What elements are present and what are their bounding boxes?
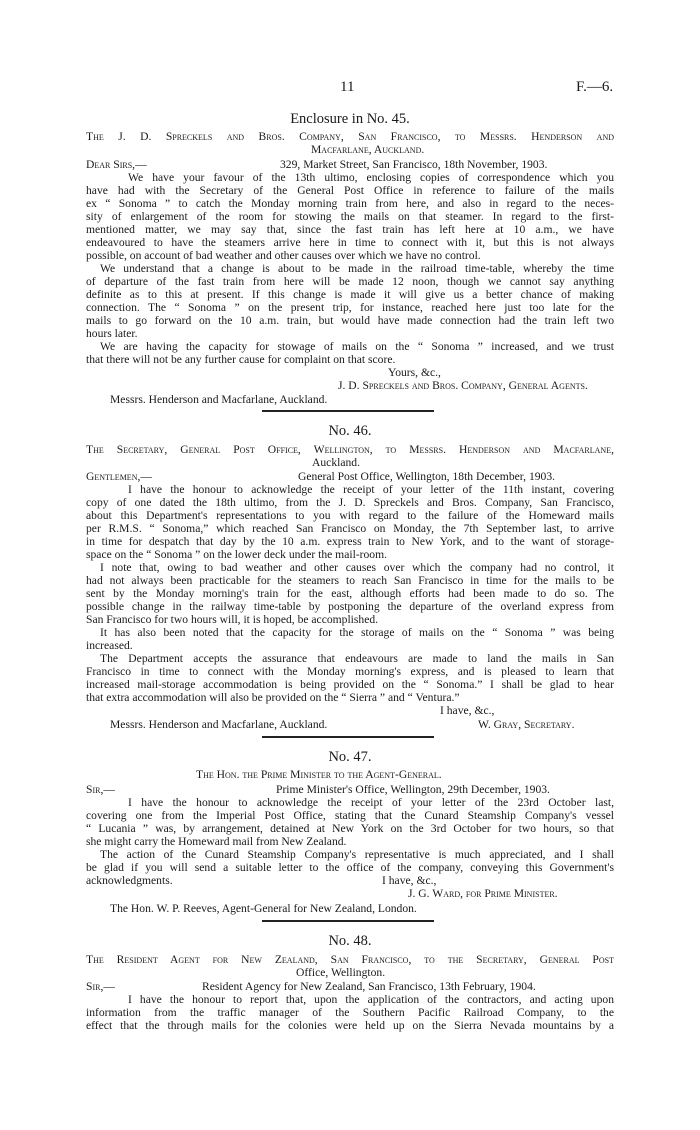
section-title-47: No. 47. <box>328 749 372 765</box>
text-line: Francisco in time to connect with the Monday morning's express, and is pleased to learn that <box>86 665 614 678</box>
section-title-46: No. 46. <box>328 423 372 439</box>
recipient: Messrs. Henderson and Macfarlane, Auckland. <box>110 718 328 731</box>
text-line: mentioned matter, we may say that, since the fast train has left here at 10 a.m., we have <box>86 223 614 236</box>
text-line: per R.M.S. “ Sonoma,” which reached San Francisco on Monday, the 7th September last, to arrive <box>86 522 614 535</box>
section-divider <box>262 410 434 412</box>
text-line: had not always been practicable for the steamers to reach San Francisco in time for the mails to be <box>86 574 614 587</box>
text-line: mails to go forward on the 10 a.m. train, but would have made connection had the train left two <box>86 314 614 327</box>
dateline: General Post Office, Wellington, 18th December, 1903. <box>298 470 556 483</box>
section-title-enclosure-45: Enclosure in No. 45. <box>290 111 410 127</box>
address-line: Office, Wellington. <box>296 966 386 979</box>
address-line: The Secretary, General Post Office, Wellington, to Messrs. Henderson and Macfarlane, <box>86 443 614 456</box>
address-line: Auckland. <box>312 456 360 469</box>
section-title-48: No. 48. <box>328 933 372 949</box>
text-line: about this Department's representations to you with regard to the failure of the Homeward mails <box>86 509 614 522</box>
text-line: I have the honour to acknowledge the receipt of your letter of the 23rd October last, <box>128 796 614 809</box>
text-line: We understand that a change is about to be made in the railroad time-table, whereby the time <box>100 262 614 275</box>
salutation: Gentlemen,— <box>86 470 152 483</box>
signature: J. D. Spreckels and Bros. Company, General Agents. <box>338 379 588 392</box>
dateline: Prime Minister's Office, Wellington, 29th December, 1903. <box>276 783 550 796</box>
text-line: sent by the Monday morning's train for the east, although efforts had been made to do so. The <box>86 587 614 600</box>
section-divider <box>262 920 434 922</box>
text-line: effect that the through mails for the colonies were held up on the Sierra Nevada mountains by a <box>86 1019 614 1032</box>
text-line: I have the honour to report that, upon the application of the contractors, and acting upon <box>128 993 614 1006</box>
text-line: ex “ Sonoma ” to catch the Monday morning train from here, and also in regard to the neces- <box>86 197 614 210</box>
recipient: The Hon. W. P. Reeves, Agent-General for New Zealand, London. <box>110 902 417 915</box>
text-line: The Department accepts the assurance that endeavours are made to land the mails in San <box>100 652 614 665</box>
closing: I have, &c., <box>382 874 437 887</box>
text-line: I have the honour to acknowledge the receipt of your letter of the 11th instant, covering <box>128 483 614 496</box>
text-line: copy of one dated the 18th ultimo, from the J. D. Spreckels and Bros. Company, San Francisco, <box>86 496 614 509</box>
signature: W. Gray, Secretary. <box>478 718 575 731</box>
dateline: 329, Market Street, San Francisco, 18th November, 1903. <box>280 158 548 171</box>
salutation: Sir,— <box>86 783 115 796</box>
text-line: of departure of the fast train from here will be made 12 noon, though we cannot say anything <box>86 275 614 288</box>
text-line: space on the “ Sonoma ” on the lower deck under the mail-room. <box>86 548 388 561</box>
salutation: Sir,— <box>86 980 115 993</box>
address-line: The Resident Agent for New Zealand, San Francisco, to the Secretary, General Post <box>86 953 614 966</box>
recipient: Messrs. Henderson and Macfarlane, Auckland. <box>110 393 328 406</box>
signature: J. G. Ward, for Prime Minister. <box>408 887 558 900</box>
page-number: 11 <box>340 79 355 95</box>
address-line: The J. D. Spreckels and Bros. Company, San Francisco, to Messrs. Henderson and <box>86 130 614 143</box>
text-line: It has also been noted that the capacity for the storage of mails on the “ Sonoma ” was being <box>100 626 614 639</box>
text-line: that there will not be any further cause for complaint on that score. <box>86 353 396 366</box>
closing: I have, &c., <box>440 704 495 717</box>
salutation: Dear Sirs,— <box>86 158 147 171</box>
text-line: that extra accommodation will also be provided on the “ Sierra ” and “ Ventura.” <box>86 691 460 704</box>
text-line: San Francisco for two hours will, it is hoped, be accomplished. <box>86 613 379 626</box>
text-line: sity of enlargement of the room for stowing the mails on that steamer. In regard to the first- <box>86 210 614 223</box>
address-line: Macfarlane, Auckland. <box>311 143 425 156</box>
address-line: The Hon. the Prime Minister to the Agent-General. <box>196 768 442 781</box>
text-line: she might carry the Homeward mail from New Zealand. <box>86 835 347 848</box>
text-line: acknowledgments. <box>86 874 173 887</box>
document-reference: F.—6. <box>576 79 614 95</box>
text-line: possible, on account of bad weather and other causes over which we have no control. <box>86 249 481 262</box>
section-divider <box>262 736 434 738</box>
text-line: increased mail-storage accommodation is being provided on the “ Sonoma.” I shall be glad to hear <box>86 678 614 691</box>
text-line: information from the traffic manager of the Southern Pacific Railroad Company, to the <box>86 1006 614 1019</box>
text-line: connection. The “ Sonoma ” on the present trip, for instance, reached here just too late for the <box>86 301 614 314</box>
closing: Yours, &c., <box>388 366 441 379</box>
text-line: “ Lucania ” was, by arrangement, detained at New York on the 3rd October for two hours, so that <box>86 822 614 835</box>
text-line: We are having the capacity for stowage of mails on the “ Sonoma ” increased, and we trust <box>100 340 614 353</box>
text-line: have had with the Secretary of the General Post Office in reference to failure of the mails <box>86 184 614 197</box>
text-line: covering one from the Imperial Post Office, stating that the Cunard Steamship Company's vessel <box>86 809 614 822</box>
text-line: hours later. <box>86 327 138 340</box>
text-line: I note that, owing to bad weather and other causes over which the company had no control, it <box>100 561 614 574</box>
text-line: The action of the Cunard Steamship Company's representative is much appreciated, and I shall <box>100 848 614 861</box>
text-line: be glad if you will send a suitable letter to the office of the company, conveying this Government's <box>86 861 614 874</box>
text-line: definite as to this at present. If this change is made it will give us a better chance of making <box>86 288 614 301</box>
text-line: increased. <box>86 639 133 652</box>
text-line: We have your favour of the 13th ultimo, enclosing copies of correspondence which you <box>128 171 614 184</box>
text-line: endeavoured to have the steamers arrive here in time to connect with it, but this is not always <box>86 236 614 249</box>
text-line: in time for despatch that day by the 10 a.m. express train to New York, and to the want of storage- <box>86 535 614 548</box>
text-line: possible change in the railway time-table by postponing the departure of the overland express from <box>86 600 614 613</box>
dateline: Resident Agency for New Zealand, San Francisco, 13th February, 1904. <box>202 980 536 993</box>
